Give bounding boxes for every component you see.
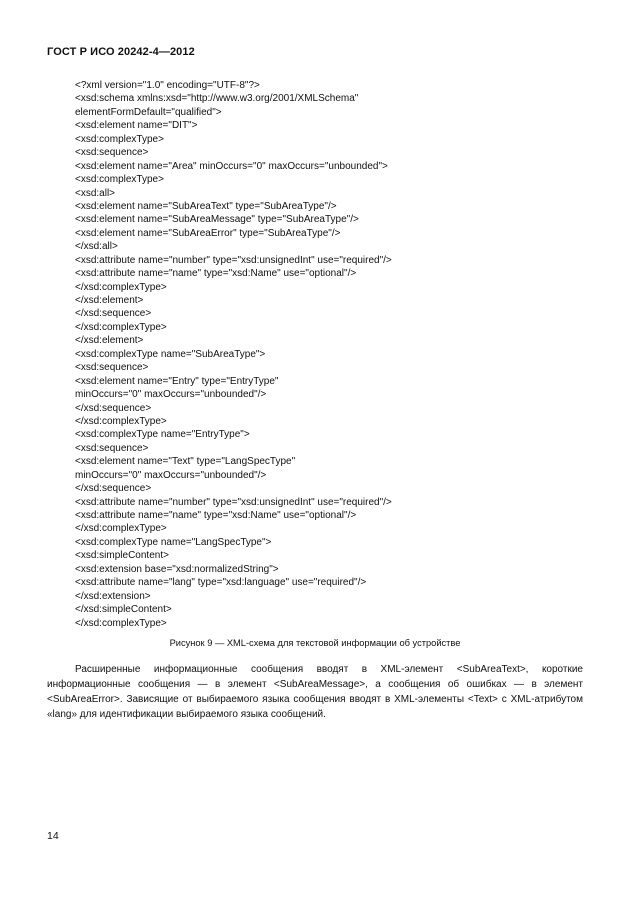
code-line: </xsd:sequence>: [75, 483, 152, 495]
code-line: <xsd:element name="SubAreaError" type="SubAreaType"/>: [75, 227, 341, 239]
code-line: <xsd:element name="DIT">: [75, 120, 198, 132]
code-line: minOccurs="0" maxOccurs="unbounded"/>: [75, 469, 267, 481]
code-line: <xsd:sequence>: [75, 147, 149, 159]
code-line: <xsd:element name="Entry" type="EntryType": [75, 375, 279, 387]
body-text: [47, 662, 583, 722]
code-line: <xsd:attribute name="number" type="xsd:unsignedInt" use="required"/>: [75, 496, 392, 508]
code-line: minOccurs="0" maxOccurs="unbounded"/>: [75, 389, 267, 401]
code-line: <xsd:attribute name="name" type="xsd:Name" use="optional"/>: [75, 268, 357, 280]
code-line: <xsd:complexType name="SubAreaType">: [75, 348, 266, 360]
code-line: </xsd:complexType>: [75, 281, 167, 293]
code-line: <xsd:sequence>: [75, 362, 149, 374]
code-line: elementFormDefault="qualified">: [75, 106, 222, 118]
page-number: 14: [47, 830, 59, 842]
code-line: </xsd:complexType>: [75, 321, 167, 333]
code-line: </xsd:complexType>: [75, 617, 167, 629]
code-line: <xsd:element name="Text" type="LangSpecType": [75, 456, 296, 468]
code-line: <xsd:element name="SubAreaMessage" type="SubAreaType"/>: [75, 214, 359, 226]
body-paragraph: Расширенные информационные сообщения вводят в XML-элемент <SubAreaText>, короткие информационные сообщения — в элемент <SubAreaMessage>, а сообщения об ошибках — в элемент <SubAreaError>. Зависящие от выбираемого языка сообщения вводят в XML-элементы <Text> с XML-атрибутом «lang» для идентификации выбираемого языка сообщений.: [47, 664, 583, 720]
code-line: </xsd:element>: [75, 295, 144, 306]
code-line: <xsd:complexType name="EntryType">: [75, 429, 250, 441]
code-line: <xsd:attribute name="number" type="xsd:unsignedInt" use="required"/>: [75, 254, 392, 266]
code-line: </xsd:extension>: [75, 590, 151, 602]
code-line: </xsd:sequence>: [75, 308, 152, 320]
code-line: </xsd:sequence>: [75, 402, 152, 414]
code-line: <xsd:schema xmlns:xsd="http://www.w3.org/2001/XMLSchema": [75, 93, 359, 105]
code-line: </xsd:complexType>: [75, 523, 167, 535]
code-line: <xsd:element name="SubAreaText" type="SubAreaType"/>: [75, 200, 337, 212]
code-line: </xsd:all>: [75, 241, 118, 253]
xml-schema-listing: [75, 79, 392, 630]
code-line: <xsd:attribute name="name" type="xsd:Name" use="optional"/>: [75, 510, 357, 521]
code-line: <xsd:complexType name="LangSpecType">: [75, 536, 272, 548]
code-line: </xsd:element>: [75, 335, 144, 347]
code-line: <xsd:attribute name="lang" type="xsd:language" use="required"/>: [75, 577, 367, 589]
code-line: <xsd:extension base="xsd:normalizedString">: [75, 563, 279, 575]
code-line: </xsd:simpleContent>: [75, 604, 172, 616]
document-header: ГОСТ Р ИСО 20242-4—2012: [47, 46, 195, 58]
code-line: <xsd:all>: [75, 187, 116, 199]
code-line: <xsd:simpleContent>: [75, 550, 169, 562]
code-line: <xsd:complexType>: [75, 174, 164, 186]
code-line: <?xml version="1.0" encoding="UTF-8"?>: [75, 80, 260, 91]
code-line: <xsd:sequence>: [75, 442, 149, 454]
code-line: </xsd:complexType>: [75, 415, 167, 427]
figure-caption: Рисунок 9 — XML-схема для текстовой информации об устройстве: [169, 638, 461, 648]
code-line: <xsd:element name="Area" minOccurs="0" maxOccurs="unbounded">: [75, 160, 388, 172]
code-line: <xsd:complexType>: [75, 133, 164, 145]
